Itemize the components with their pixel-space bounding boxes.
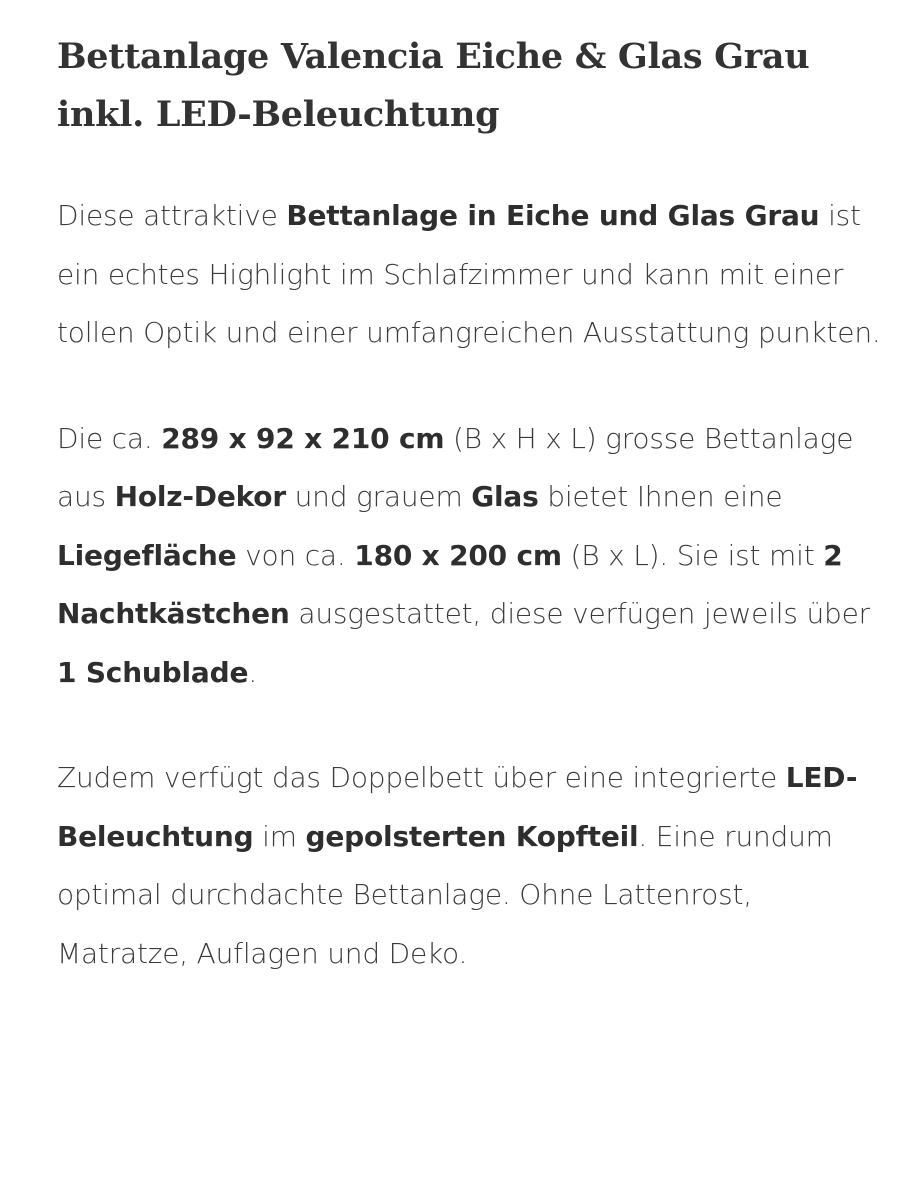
highlight-text: Glas xyxy=(471,480,539,513)
description-paragraph-features xyxy=(57,749,887,983)
highlight-text: LED-Beleuchtung xyxy=(57,761,858,853)
body-text: . Eine rundum optimal durchdachte Bettanlage. Ohne Lattenrost, Matratze, Auflagen und Deko. xyxy=(57,819,833,970)
body-text: . xyxy=(248,655,257,689)
description-paragraph-intro xyxy=(57,187,887,363)
body-text: im xyxy=(253,819,306,853)
body-text: (B x L). Sie ist mit xyxy=(561,538,824,572)
body-text: und grauem xyxy=(285,480,472,513)
body-text: bietet Ihnen eine xyxy=(538,480,783,513)
body-text: ist ein echtes Highlight im Schlafzimmer und kann mit einer tollen Optik und einer umfangreichen Ausstattung punkten. xyxy=(57,199,881,349)
highlight-text: 1 Schublade xyxy=(57,655,249,689)
body-text: Diese attraktive xyxy=(57,199,287,232)
highlight-text: 2 Nachtkästchen xyxy=(57,538,843,630)
body-text: Die ca. xyxy=(57,421,162,455)
product-title: Bettanlage Valencia Eiche & Glas Grau inkl. LED-Beleuchtung xyxy=(57,36,810,135)
body-text: (B x H x L) grosse Bettanlage aus xyxy=(57,421,854,513)
highlight-text: Holz-Dekor xyxy=(114,480,286,513)
body-text: ausgestattet, diese verfügen jeweils über xyxy=(289,597,870,630)
highlight-text: Liegefläche xyxy=(57,538,237,572)
highlight-text: Bettanlage in Eiche und Glas Grau xyxy=(286,199,820,232)
body-text: Zudem verfügt das Doppelbett über eine integrierte xyxy=(57,761,786,794)
highlight-text: 180 x 200 cm xyxy=(354,538,562,572)
highlight-text: 289 x 92 x 210 cm xyxy=(161,421,445,455)
product-description xyxy=(57,28,887,983)
highlight-text: gepolsterten Kopfteil xyxy=(305,819,639,853)
body-text: von ca. xyxy=(236,538,355,572)
description-paragraph-dimensions xyxy=(57,410,887,703)
